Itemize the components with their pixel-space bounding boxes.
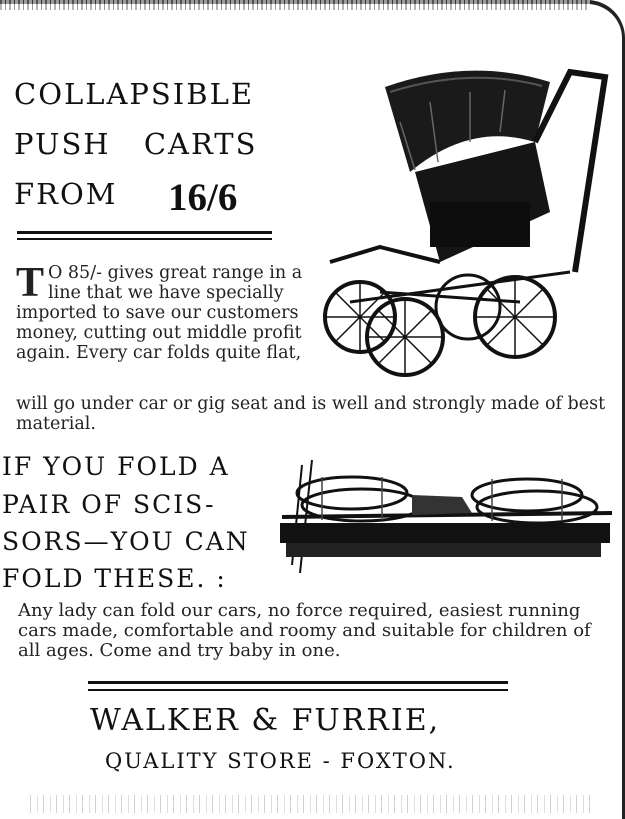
- rule-top: [17, 231, 272, 234]
- push-cart-illustration: [320, 62, 620, 392]
- store-tagline: QUALITY STORE - FOXTON.: [105, 749, 456, 773]
- rule-store-bottom: [88, 689, 508, 691]
- headline-line-3: FROM: [14, 177, 118, 211]
- intro-text: O 85/- gives great range in a line that we have specially imported to save our customers money, cutting out middle profit again. Every car folds quite flat,: [16, 263, 303, 363]
- fold-line-4: FOLD THESE. :: [2, 564, 227, 593]
- price: 16/6: [168, 176, 238, 219]
- headline-line-1: COLLAPSIBLE: [14, 77, 254, 111]
- drop-cap: T: [16, 260, 45, 306]
- intro-continuation: will go under car or gig seat and is well and strongly made of best material.: [16, 394, 606, 434]
- rule-bottom: [17, 238, 272, 240]
- folded-cart-illustration: [262, 455, 622, 585]
- rule-store-top: [88, 681, 508, 684]
- headline-line-2: PUSH CARTS: [14, 127, 258, 161]
- fold-line-2: PAIR OF SCIS-: [2, 490, 216, 519]
- intro-paragraph: [16, 260, 316, 363]
- fold-line-3: SORS—YOU CAN: [2, 527, 250, 556]
- bottom-border-speckle: [30, 795, 590, 813]
- top-border-speckle: [0, 0, 590, 10]
- store-name: WALKER & FURRIE,: [90, 703, 441, 738]
- fold-line-1: IF YOU FOLD A: [2, 452, 230, 481]
- body-paragraph: Any lady can fold our cars, no force required, easiest running cars made, comfortable and roomy and suitable for children of all ages. Come and try baby in one.: [18, 600, 591, 661]
